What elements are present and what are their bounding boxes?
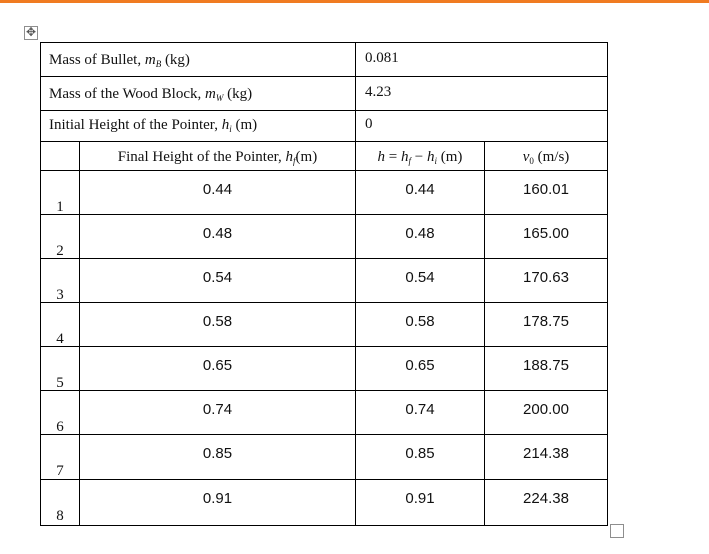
row-delta-h-cell[interactable] [355, 434, 485, 480]
row-velocity-cell[interactable] [484, 346, 608, 391]
row-delta-h: 0.54 [405, 269, 435, 286]
row-index: 1 [56, 199, 64, 215]
row-delta-h: 0.48 [405, 225, 435, 242]
row-final-height-cell[interactable] [79, 390, 356, 435]
row-delta-h-cell[interactable] [355, 258, 485, 303]
row-final-height: 0.74 [202, 401, 233, 418]
mass-bullet-label: Mass of Bullet, $m_B$ (kg) [49, 52, 190, 69]
row-index: 2 [56, 243, 64, 259]
row-delta-h-cell[interactable] [355, 214, 485, 259]
row-index: 5 [56, 375, 64, 391]
mass-bullet-value-cell[interactable] [355, 42, 608, 77]
row-delta-h-cell[interactable] [355, 390, 485, 435]
row-index: 7 [56, 463, 64, 479]
row-index-cell[interactable] [40, 214, 80, 259]
row-index-cell[interactable] [40, 346, 80, 391]
mass-block-label-cell [40, 76, 356, 111]
row-index-cell[interactable] [40, 390, 80, 435]
row-velocity: 188.75 [523, 357, 569, 374]
row-index-cell[interactable] [40, 170, 80, 215]
header-velocity-cell [484, 141, 608, 171]
mass-bullet-label-cell [40, 42, 356, 77]
row-final-height: 0.48 [202, 225, 233, 242]
row-index: 8 [56, 508, 64, 524]
initial-height-value-cell[interactable] [355, 110, 608, 142]
row-final-height: 0.44 [202, 181, 233, 198]
row-delta-h-cell[interactable] [355, 170, 485, 215]
row-velocity: 214.38 [523, 445, 569, 462]
row-index: 4 [56, 331, 64, 347]
row-final-height-cell[interactable] [79, 346, 356, 391]
row-final-height-cell[interactable] [79, 258, 356, 303]
row-velocity-cell[interactable] [484, 302, 608, 347]
row-delta-h: 0.58 [405, 313, 435, 330]
row-delta-h-cell[interactable] [355, 479, 485, 526]
header-velocity: $v_0$ (m/s) [522, 149, 570, 166]
mass-block-value-cell[interactable] [355, 76, 608, 111]
initial-height-label-cell [40, 110, 356, 142]
row-final-height: 0.58 [202, 313, 233, 330]
row-velocity-cell[interactable] [484, 258, 608, 303]
row-final-height: 0.65 [202, 357, 233, 374]
row-velocity-cell[interactable] [484, 214, 608, 259]
row-velocity-cell[interactable] [484, 479, 608, 526]
row-final-height-cell[interactable] [79, 302, 356, 347]
mass-block-value: 4.23 [365, 84, 392, 100]
row-index-cell[interactable] [40, 258, 80, 303]
mass-bullet-value: 0.081 [365, 50, 399, 66]
row-final-height-cell[interactable] [79, 434, 356, 480]
row-velocity: 160.01 [523, 181, 569, 198]
row-final-height: 0.85 [202, 445, 233, 462]
title-accent-bar [0, 0, 709, 3]
row-delta-h-cell[interactable] [355, 302, 485, 347]
row-delta-h: 0.65 [405, 357, 435, 374]
row-velocity: 170.63 [523, 269, 569, 286]
table-resize-icon[interactable] [610, 524, 624, 538]
row-final-height: 0.91 [202, 490, 233, 507]
row-final-height-cell[interactable] [79, 479, 356, 526]
row-velocity-cell[interactable] [484, 390, 608, 435]
row-velocity: 165.00 [523, 225, 569, 242]
row-delta-h: 0.74 [405, 401, 435, 418]
row-index: 3 [56, 287, 64, 303]
initial-height-value: 0 [365, 116, 373, 132]
row-index-cell[interactable] [40, 434, 80, 480]
row-velocity-cell[interactable] [484, 170, 608, 215]
header-final-height-cell [79, 141, 356, 171]
row-velocity: 178.75 [523, 313, 569, 330]
row-velocity: 200.00 [523, 401, 569, 418]
row-delta-h: 0.44 [405, 181, 435, 198]
header-delta-h-cell [355, 141, 485, 171]
initial-height-label: Initial Height of the Pointer, $h_i$ (m) [49, 117, 258, 134]
row-index: 6 [56, 419, 64, 435]
header-index-cell [40, 141, 80, 171]
mass-block-label: Mass of the Wood Block, $m_W$ (kg) [49, 86, 253, 103]
row-delta-h: 0.91 [405, 490, 435, 507]
row-final-height-cell[interactable] [79, 214, 356, 259]
row-velocity: 224.38 [523, 490, 569, 507]
row-delta-h: 0.85 [405, 445, 435, 462]
row-delta-h-cell[interactable] [355, 346, 485, 391]
row-index-cell[interactable] [40, 479, 80, 526]
row-final-height-cell[interactable] [79, 170, 356, 215]
header-final-height: Final Height of the Pointer, $h_f(m)$ [117, 149, 318, 166]
row-index-cell[interactable] [40, 302, 80, 347]
row-final-height: 0.54 [202, 269, 233, 286]
header-delta-h: $h = h_f - h_i$ (m) [377, 149, 463, 166]
table-move-icon[interactable]: ✥ [25, 25, 37, 39]
row-velocity-cell[interactable] [484, 434, 608, 480]
